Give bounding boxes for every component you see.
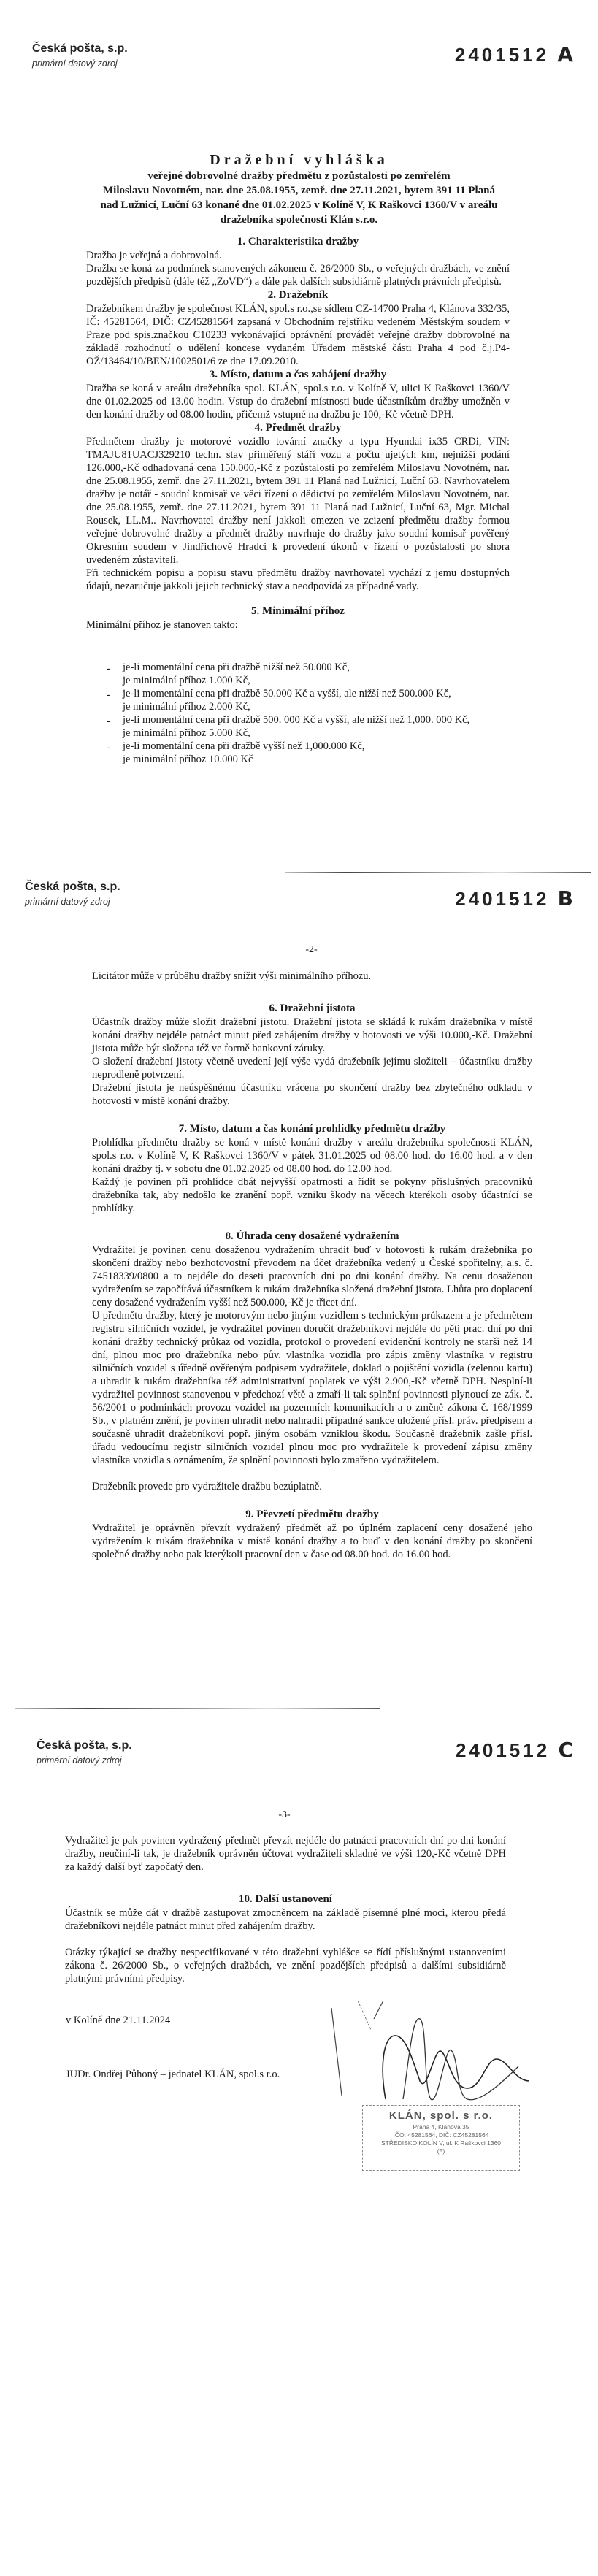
postal-service-name: Česká pošta, s.p. [37,1739,132,1752]
paragraph: Minimální příhoz je stanoven takto: [86,619,238,631]
paragraph: Otázky týkající se dražby nespecifikované v této dražební vyhlášce se řídí příslušnými ustanoveními zákona č. 26/2000 Sb., o veřejných dražbách, ve znění pozdějších předpisů a dalšími subsidiárně platnými právními předpisy. [65,1947,506,1985]
document-subtitle-line: veřejné dobrovolné dražby předmětu z pozůstalosti po zemřelém [147,170,451,182]
page-3-body [65,1834,506,1985]
document-number-digits: 2401512 [454,44,550,66]
section-title: 10. Další ustanovení [239,1893,332,1905]
section-title: 4. Předmět dražby [254,422,342,434]
document-number [455,42,576,66]
section-title: 8. Úhrada ceny dosažené vydražením [225,1230,399,1242]
paragraph: Vydražitel je oprávněn převzít vydražený předmět až po úplném zaplacení ceny dosažené jeho vydražením k rukám dražebníka v místě konání dražby a to buď v den konání dražby po skončení společné dražby nebo pak kterýkoli pracovní den v čase od 08.00 hod. do 16.00 hod. [92,1522,532,1560]
page-divider [15,1708,380,1709]
min-bid-item: - je-li momentální cena při dražbě vyšší než 1,000.000 Kč, je minimální příhoz 10.000 Kč [105,740,510,766]
signatory-name: JUDr. Ondřej Půhoný – jednatel KLÁN, spol.s r.o. [66,2069,280,2080]
document-title: Dražební vyhláška [210,152,388,168]
company-stamp [362,2105,520,2171]
page-number: -3- [278,1809,291,1820]
section-title: 2. Dražebník [267,289,329,301]
postal-service-name: Česká pošta, s.p. [25,881,120,893]
postal-service-subtitle: primární datový zdroj [25,897,110,907]
paragraph: U předmětu dražby, který je motorovým nebo jiným vozidlem s technickým průkazem a je předmětem registru silničních vozidel, je vydražitel povinen doručit dražebníkovi nejdéle do pěti prac. dní po dni konání dražby technický průkaz od vozidla, protokol o provedení evidenční kontroly ne starší než 14 dní, plnou moc pro dražebníka nebo pův. vlastníka vozidla pro zápis změny vlastníka v registru silničních vozidel s úředně ověřeným podpisem vydražitele, doklad o pojištění vozidla (zelenou kartu) a uhradit k rukám dražebníka též administrativní poplatek ve výši 2.900,-Kč včetně DPH. Nesplní-li vydražitel povinnost stanovenou v předchozí větě a zmaří-li tak splnění povinnosti plynoucí ze zák. č. 56/2001 o podmínkách provozu vozidel na pozemních komunikacích a o změně zákona č. 168/1999 Sb., v platném znění, je povinen uhradit nebo nahradit případné sankce uložené přísl. práv. předpisem a současně uhradit dražebníkovi popř. jiným osobám vzniklou škodu. Současně dražebník zašle přísl. úřadu vedoucímu registr silničních vozidel plnou moc pro vydražitele k provedení zápisu změny vlastníka vozidla s oznámením, že splnění povinnosti bylo zmařeno vydražitelem. [92,1310,532,1466]
stamp-company-name: KLÁN, spol. s r.o. [388,2109,494,2122]
paragraph: Dražba se koná v areálu dražebníka spol. KLÁN, spol.s r.o. v Kolíně V, ulici K Raškovci 1360/V dne 01.02.2025 od 13.00 hodin. Vstup do dražební místnosti bude účastníkům dražby umožněn v den konání dražby od 08.00 hodin, přičemž vstupné na dražbu je 100,-Kč včetně DPH. [86,383,510,421]
section-title: 6. Dražební jistota [269,1003,356,1014]
stamp-ids: IČO: 45281564, DIČ: CZ45281564 [393,2131,489,2139]
signature-icon [321,2001,533,2110]
document-subtitle-line: nad Lužnicí, Luční 63 konané dne 01.02.2025 v Kolíně V, K Raškovci 1360/V v areálu [100,199,498,211]
paragraph: Licitátor může v průběhu dražby snížit výši minimálního příhozu. [92,970,372,982]
paragraph: Při technickém popisu a popisu stavu předmětu dražby navrhovatel vychází z jemu dostupných údajů, nezaručuje jakkoli jejich technický stav a neodpovídá za případné vady. [86,567,510,592]
document-title-block [0,152,598,227]
postal-service-subtitle: primární datový zdroj [32,58,118,69]
paragraph: Účastník dražby může složit dražební jistotu. Dražební jistota se skládá k rukám dražebníka v místě konání dražby nejdéle patnáct minut před zahájením dražby v hotovosti ve výši 10.000,-Kč. Dražební jistota může být složena též ve formě bankovní záruky. [92,1016,532,1054]
place-date: v Kolíně dne 21.11.2024 [66,2015,171,2026]
paragraph: Dražební jistota je neúspěšnému účastníku vrácena po skončení dražby bez zbytečného odkladu v hotovosti v místě konání dražby. [92,1082,532,1107]
paragraph: Každý je povinen při prohlídce dbát nejvyšší opatrnosti a řídit se pokyny příslušných pracovníků dražebníka tak, aby nedošlo ke zranění popř. vzniku škody na věcech kterékoli osoby účastnící se prohlídky. [92,1176,532,1214]
min-bid-item: - je-li momentální cena při dražbě 500. 000 Kč a vyšší, ale nižší než 1,000. 000 Kč, je minimální příhoz 5.000 Kč, [105,713,510,740]
document-number [456,1738,576,1762]
document-number [455,886,576,911]
section-title: 3. Místo, datum a čas zahájení dražby [209,369,387,380]
paragraph: Dražebníkem dražby je společnost KLÁN, spol.s r.o.,se sídlem CZ-14700 Praha 4, Klánova 332/35, IČ: 45281564, DIČ: CZ45281564 zapsaná v Obchodním rejstříku vedeném Městským soudem v Praze pod spis.značkou C10233 vykonávající oprávnění provádět veřejné dražby dobrovolné na základě rozhodnutí o udělení koncese vydaném Úřadem městské části Praha 4 pod č.j.P4-OŽ/13464/10/BEN/1002501/6 ze dne 17.09.2010. [86,303,510,367]
paragraph: Vydražitel je povinen cenu dosaženou vydražením uhradit buď v hotovosti k rukám dražebníka po skončení dražby nebo bezhotovostní převodem na účet dražebníka vedený u České spořitelny, a.s. č. 74518339/0800 a to nejdéle do deseti pracovních dní po dni konání dražby. Na cenu dosaženou vydražením se započítává účastníkem k rukám dražebníka složená dražební jistota. Lhůta pro doplacení ceny dosažené vydražením vyšší než 500.000,-Kč je třicet dní. [92,1244,532,1308]
page-letter-stamp: B [557,886,576,911]
stamp-address: Praha 4, Klánova 35 [413,2123,469,2131]
page-letter-stamp: A [557,42,576,66]
page-header-3 [0,1739,598,1783]
page-header-1 [0,42,598,86]
postal-service-name: Česká pošta, s.p. [32,42,128,55]
min-bid-list [105,661,510,766]
paragraph: Dražebník provede pro vydražitele dražbu bezúplatně. [92,1481,322,1492]
document-number-digits: 2401512 [455,1739,551,1761]
paragraph: Dražba se koná za podmínek stanovených zákonem č. 26/2000 Sb., o veřejných dražbách, ve znění pozdějších předpisů (dále též „ZoVD“) a dále pak dalších subsidiárně platných právních předpisů. [86,263,510,288]
stamp-mark: (5) [437,2147,445,2155]
page-1-body [86,235,510,766]
paragraph: Předmětem dražby je motorové vozidlo tovární značky a typu Hyundai ix35 CRDi, VIN: TMAJU81UACJ329210 techn. stav přiměřený stáří vozu a počtu ujetých km, nejnižší podání 126.000,-Kč odhadovaná cena 150.000,-Kč z pozůstalosti po zemřelém Miloslavu Novotném, nar. dne 25.08.1955, zemř. dne 27.11.2021, bytem 391 11 Planá nad Lužnicí, Luční 63. Navrhovatelem dražby je notář - soudní komisař ve věci řízení o dědictví po zemřelém Miloslavu Novotném, nar. dne 25.08.1955, zemř. dne 27.11.2021, bytem 391 11 Planá nad Lužnicí, Luční 63, Mgr. Michal Rousek, LL.M.. Navrhovatel dražby není jakkoli omezen ve zcizení předmětu dražby formou veřejné dobrovolné dražby a předmět dražby navrhuje do dražby jako soudní komisař pověřený Okresním soudem v Jindřichově Hradci k provedení úkonů v řízení o pozůstalosti po shora uvedeném zůstaviteli. [86,436,510,566]
document-subtitle-line: Miloslavu Novotném, nar. dne 25.08.1955, zemř. dne 27.11.2021, bytem 391 11 Planá [103,185,495,196]
paragraph: Prohlídka předmětu dražby se koná v místě konání dražby v areálu dražebníka společnosti KLÁN, spol.s r.o. v Kolíně V, K Raškovci 1360/V v pátek 31.01.2025 od 08.00 hod. do 16.00 hod. a v den konání dražby tj. v sobotu dne 01.02.2025 od 08.00 hod. do 12.00 hod. [92,1137,532,1175]
document-number-digits: 2401512 [455,888,550,910]
page-divider [285,872,591,873]
page-number: -2- [305,944,318,955]
document-subtitle-line: dražebníka společnosti Klán s.r.o. [220,214,378,226]
paragraph: O složení dražební jistoty včetně uvedení její výše vydá dražebník jejímu složiteli – účastníku dražby neprodleně potvrzení. [92,1056,532,1081]
page-letter-stamp: C [558,1738,576,1762]
paragraph: Dražba je veřejná a dobrovolná. [86,250,222,261]
page-2-body [92,970,532,1561]
min-bid-item: - je-li momentální cena při dražbě nižší než 50.000 Kč, je minimální příhoz 1.000 Kč, [105,661,510,687]
postal-service-subtitle: primární datový zdroj [37,1755,122,1766]
section-title: 1. Charakteristika dražby [237,236,359,248]
stamp-branch: STŘEDISKO KOLÍN V, ul. K Raškovci 1360 [380,2139,502,2147]
paragraph: Vydražitel je pak povinen vydražený předmět převzít nejdéle do patnácti pracovních dní po dni konání dražby, neučiní-li tak, je dražebník oprávněn účtovat vydražiteli skladné ve výši 120,-Kč včetně DPH za každý další byť započatý den. [65,1835,506,1873]
section-title: 5. Minimální příhoz [251,605,345,617]
paragraph: Účastník se může dát v dražbě zastupovat zmocněncem na základě písemné plné moci, kterou předá dražebníkovi nejdéle patnáct minut před zahájením dražby. [65,1907,506,1932]
section-title: 7. Místo, datum a čas konání prohlídky předmětu dražby [178,1123,446,1135]
page-header-2 [0,881,598,924]
section-title: 9. Převzetí předmětu dražby [245,1509,379,1520]
min-bid-item: - je-li momentální cena při dražbě 50.000 Kč a vyšší, ale nižší než 500.000 Kč, je minimální příhoz 2.000 Kč, [105,687,510,713]
